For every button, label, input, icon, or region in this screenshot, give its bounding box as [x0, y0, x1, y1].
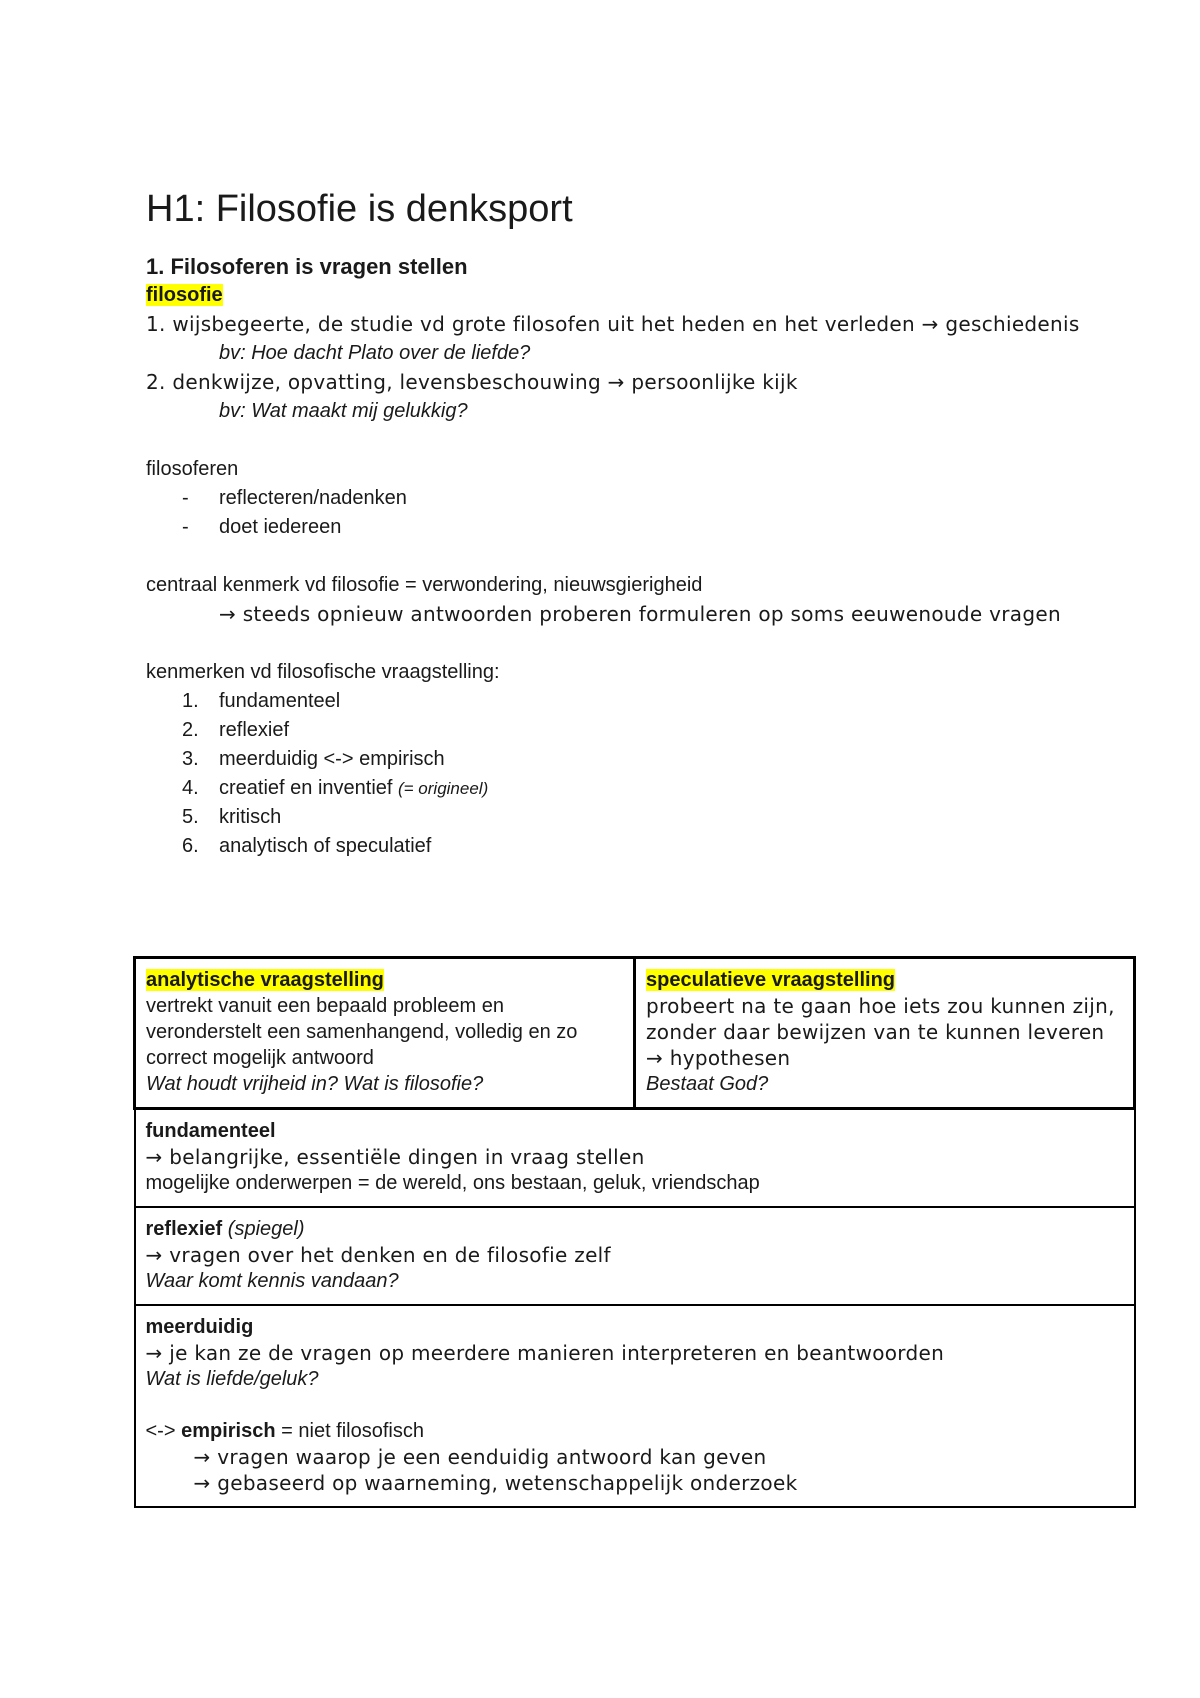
document-page [146, 186, 1136, 861]
kenmerk-arrow: → steeds opnieuw antwoorden proberen formuleren op soms eeuwenoude vragen [219, 602, 1061, 626]
term-row [146, 281, 1136, 310]
meerduidig-example: Wat is liefde/geluk? [145, 1368, 319, 1390]
spacer [146, 426, 1136, 455]
list-item: - doet iedereen [182, 516, 342, 538]
kenmerk-line: centraal kenmerk vd filosofie = verwondering, nieuwsgierigheid [146, 574, 703, 596]
speculatief-example: Bestaat God? [646, 1073, 769, 1095]
spacer [146, 629, 1136, 658]
kenmerken-label: kenmerken vd filosofische vraagstelling: [146, 661, 500, 683]
fundamenteel-body: mogelijke onderwerpen = de wereld, ons bestaan, geluk, vriendschap [145, 1172, 760, 1194]
analytisch-example: Wat houdt vrijheid in? Wat is filosofie? [146, 1073, 484, 1095]
table-row [135, 1207, 1135, 1305]
list-item: 1. fundamenteel [182, 690, 341, 712]
definition-2: 2. denkwijze, opvatting, levensbeschouwing → persoonlijke kijk [146, 370, 798, 394]
fundamenteel-cell [135, 1109, 1135, 1208]
meerduidig-heading: meerduidig [145, 1316, 254, 1338]
kenmerken-table [133, 956, 1136, 1508]
example-1: bv: Hoe dacht Plato over de liefde? [219, 342, 531, 364]
spacer [146, 542, 1136, 571]
list-item: - reflecteren/nadenken [182, 487, 407, 509]
reflexief-note: (spiegel) [227, 1218, 305, 1240]
table-row [135, 1305, 1135, 1507]
list-item: 6. analytisch of speculatief [182, 835, 432, 857]
reflexief-arrow: → vragen over het denken en de filosofie zelf [145, 1243, 611, 1267]
list-item: 4. creatief en inventief (= origineel) [182, 777, 489, 799]
list-item: 5. kritisch [182, 806, 282, 828]
list-item: 2. reflexief [182, 719, 290, 741]
kenmerken-list [146, 687, 1136, 861]
speculatief-heading: speculatieve vraagstelling [646, 969, 896, 991]
meerduidig-arrow: → je kan ze de vragen op meerdere manieren interpreteren en beantwoorden [145, 1341, 945, 1365]
speculatief-cell [635, 958, 1135, 1109]
filosoferen-list [146, 484, 1136, 542]
empirisch-arrow-1: → vragen waarop je een eenduidig antwoord kan geven [193, 1445, 767, 1469]
example-2: bv: Wat maakt mij gelukkig? [219, 400, 468, 422]
spacer [146, 1392, 1124, 1418]
empirisch-arrow-2: → gebaseerd op waarneming, wetenschappelijk onderzoek [193, 1471, 798, 1495]
analytisch-cell [135, 958, 635, 1109]
analytisch-body: vertrekt vanuit een bepaald probleem en veronderstelt een samenhangend, volledig en zo correct mogelijk antwoord [146, 995, 578, 1069]
reflexief-example: Waar komt kennis vandaan? [145, 1270, 399, 1292]
fundamenteel-heading: fundamenteel [145, 1120, 276, 1142]
section-heading: 1. Filosoferen is vragen stellen [146, 254, 468, 279]
table-row [135, 1109, 1135, 1208]
speculatief-body: probeert na te gaan hoe iets zou kunnen zijn, zonder daar bewijzen van te kunnen leveren [646, 994, 1115, 1044]
reflexief-heading: reflexief [145, 1218, 223, 1240]
filosoferen-label: filosoferen [146, 458, 239, 480]
speculatief-arrow: → hypothesen [646, 1046, 791, 1070]
table-row [135, 958, 1135, 1109]
definition-1: 1. wijsbegeerte, de studie vd grote filosofen uit het heden en het verleden → geschiedenis [146, 312, 1080, 336]
term-filosofie: filosofie [146, 284, 223, 306]
page-title: H1: Filosofie is denksport [146, 188, 573, 230]
reflexief-cell [135, 1207, 1135, 1305]
analytisch-heading: analytische vraagstelling [146, 969, 384, 991]
meerduidig-cell [135, 1305, 1135, 1507]
fundamenteel-arrow: → belangrijke, essentiële dingen in vraag stellen [145, 1145, 645, 1169]
empirisch-line: <-> empirisch = niet filosofisch [145, 1420, 424, 1442]
list-item: 3. meerduidig <-> empirisch [182, 748, 445, 770]
